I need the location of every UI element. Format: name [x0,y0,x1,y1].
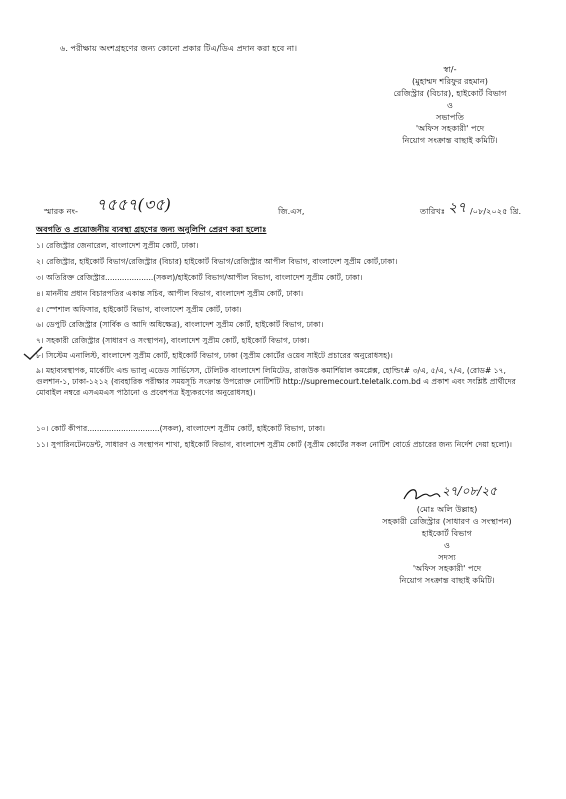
committee-name: নিয়োগ সংক্রান্ত বাছাই কমিটি। [402,135,498,146]
conjunction: ও [446,99,454,110]
list-item: ১১। সুপারিনটেনডেন্ট, সাধারণ ও সংস্থাপন শাখা, হাইকোর্ট বিভাগ, বাংলাদেশ সুপ্রীম কোর্ট (সুপ্রীম কোর্টের সকল নোটিশ বোর্ডে প্রচারের জন্য নির্দেশ দেয়া হলো)। [36,440,512,449]
signatory-role: সদস্য [438,551,456,562]
signatory-block-president [370,64,530,147]
copies-heading: অবগতি ও প্রয়োজনীয় ব্যবস্থা গ্রহণের জন্য অনুলিপি প্রেরণ করা হলোঃ [36,224,267,234]
signatory-division: হাইকোর্ট বিভাগ [421,527,473,538]
committee-post: 'অফিস সহকারী' পদে [415,123,485,134]
signatory-name: (মোঃ অলি উল্লাহ) [416,504,478,514]
exam-ta-da-notice: ৬. পরীক্ষায় অংশগ্রহণের জন্য কোনো প্রকার টিএ/ডিএ প্রদান করা হবে না। [60,43,298,53]
date-day: ২৭ [448,200,467,216]
list-item: ১০। কোর্ট কীপার..............................(সকল), বাংলাদেশ সুপ্রীম কোর্ট, হাইকোর্ট বিভাগ, ঢাকা। [36,424,325,433]
date-label: তারিখঃ [420,206,446,216]
list-item: ৪। মাননীয় প্রধান বিচারপতির একান্ত সচিব, আপীল বিভাগ, বাংলাদেশ সুপ্রীম কোর্ট, ঢাকা। [36,289,304,298]
memo-number: ৭৫৫৭(৩৫) [96,195,171,214]
check-mark-icon [22,345,44,361]
list-item: ৩। অতিরিক্ত রেজিস্ট্রার....................(সকল)/হাইকোর্ট বিভাগ/আপীল বিভাগ, বাংলাদেশ সুপ্রীম কোর্ট, ঢাকা। [36,273,363,282]
signatory-name: (মুহাম্মদ শরিফুর রহমান) [412,75,488,86]
memo-section: জি.এস, [278,206,305,216]
list-item: ১। রেজিস্ট্রার জেনারেল, বাংলাদেশ সুপ্রীম কোর্ট, ঢাকা। [36,241,199,250]
memo-label: স্মারক নং- [44,206,78,216]
list-item: ৮। সিস্টেম এনালিস্ট, বাংলাদেশ সুপ্রীম কোর্ট, হাইকোর্ট বিভাগ, ঢাকা (সুপ্রীম কোর্টের ওয়েব সাইটে প্রচারের অনুরোধসহ)। [36,351,393,360]
date-rest: /০৮/২০২৫ খ্রি. [470,206,522,216]
committee-name: নিয়োগ সংক্রান্ত বাছাই কমিটি। [399,575,495,586]
list-item: ৯। মহাব্যবস্থাপক, মার্কেটিং এন্ড ভ্যালু এডেড সার্ভিসেস, টেলিটক বাংলাদেশ লিমিটেড, রাজউক কমার্শিয়াল কমপ্লেক্স, হোল্ডিং# ৩/এ, ৫/এ, ৭/এ, (রোড# ১৭, গুলশান-১, ঢাকা-১২১২ (ব্যবহারিক পরীক্ষার সময়সূচি সংক্রান্ত উপরোক্ত নোটিশটি http://supremecourt.teletalk.com.bd এ প্রকাশ এবং সংশ্লিষ্ট প্রার্থীদের মোবাইল নম্বরে এসএমএস পাঠানো ও প্রবেশপত্র ইস্যুকরণের অনুরোধসহ)। [36,366,516,397]
signatory-block-member [362,504,532,587]
list-item: ৫। স্পেশাল অফিসার, হাইকোর্ট বিভাগ, বাংলাদেশ সুপ্রীম কোর্ট, ঢাকা। [36,305,242,314]
signatory-role: সভাপতি [436,111,464,122]
signature-date: ২৭/০৮/২৫ [442,484,497,498]
list-item: ২। রেজিস্ট্রার, হাইকোর্ট বিভাগ/রেজিস্ট্রার (বিচার) হাইকোর্ট বিভাগ/রেজিস্ট্রার আপীল বিভাগ, বাংলাদেশ সুপ্রীম কোর্ট,ঢাকা। [36,257,398,266]
list-item: ৬। ডেপুটি রেজিস্ট্রার (সার্বিক ও আদি অধিক্ষেত্র), বাংলাদেশ সুপ্রীম কোর্ট, হাইকোর্ট বিভাগ, ঢাকা। [36,320,324,329]
list-item: ৭। সহকারী রেজিস্ট্রার (সাধারণ ও সংস্থাপন), বাংলাদেশ সুপ্রীম কোর্ট, হাইকোর্ট বিভাগ, ঢাকা। [36,336,310,345]
committee-post: 'অফিস সহকারী' পদে [412,563,482,574]
signatory-designation: রেজিস্ট্রার (বিচার), হাইকোর্ট বিভাগ [393,87,507,98]
signature-image [400,485,520,505]
signed-mark: স্বা/- [443,64,457,74]
conjunction: ও [443,539,451,550]
signatory-designation: সহকারী রেজিস্ট্রার (সাধারণ ও সংস্থাপন) [382,515,512,526]
